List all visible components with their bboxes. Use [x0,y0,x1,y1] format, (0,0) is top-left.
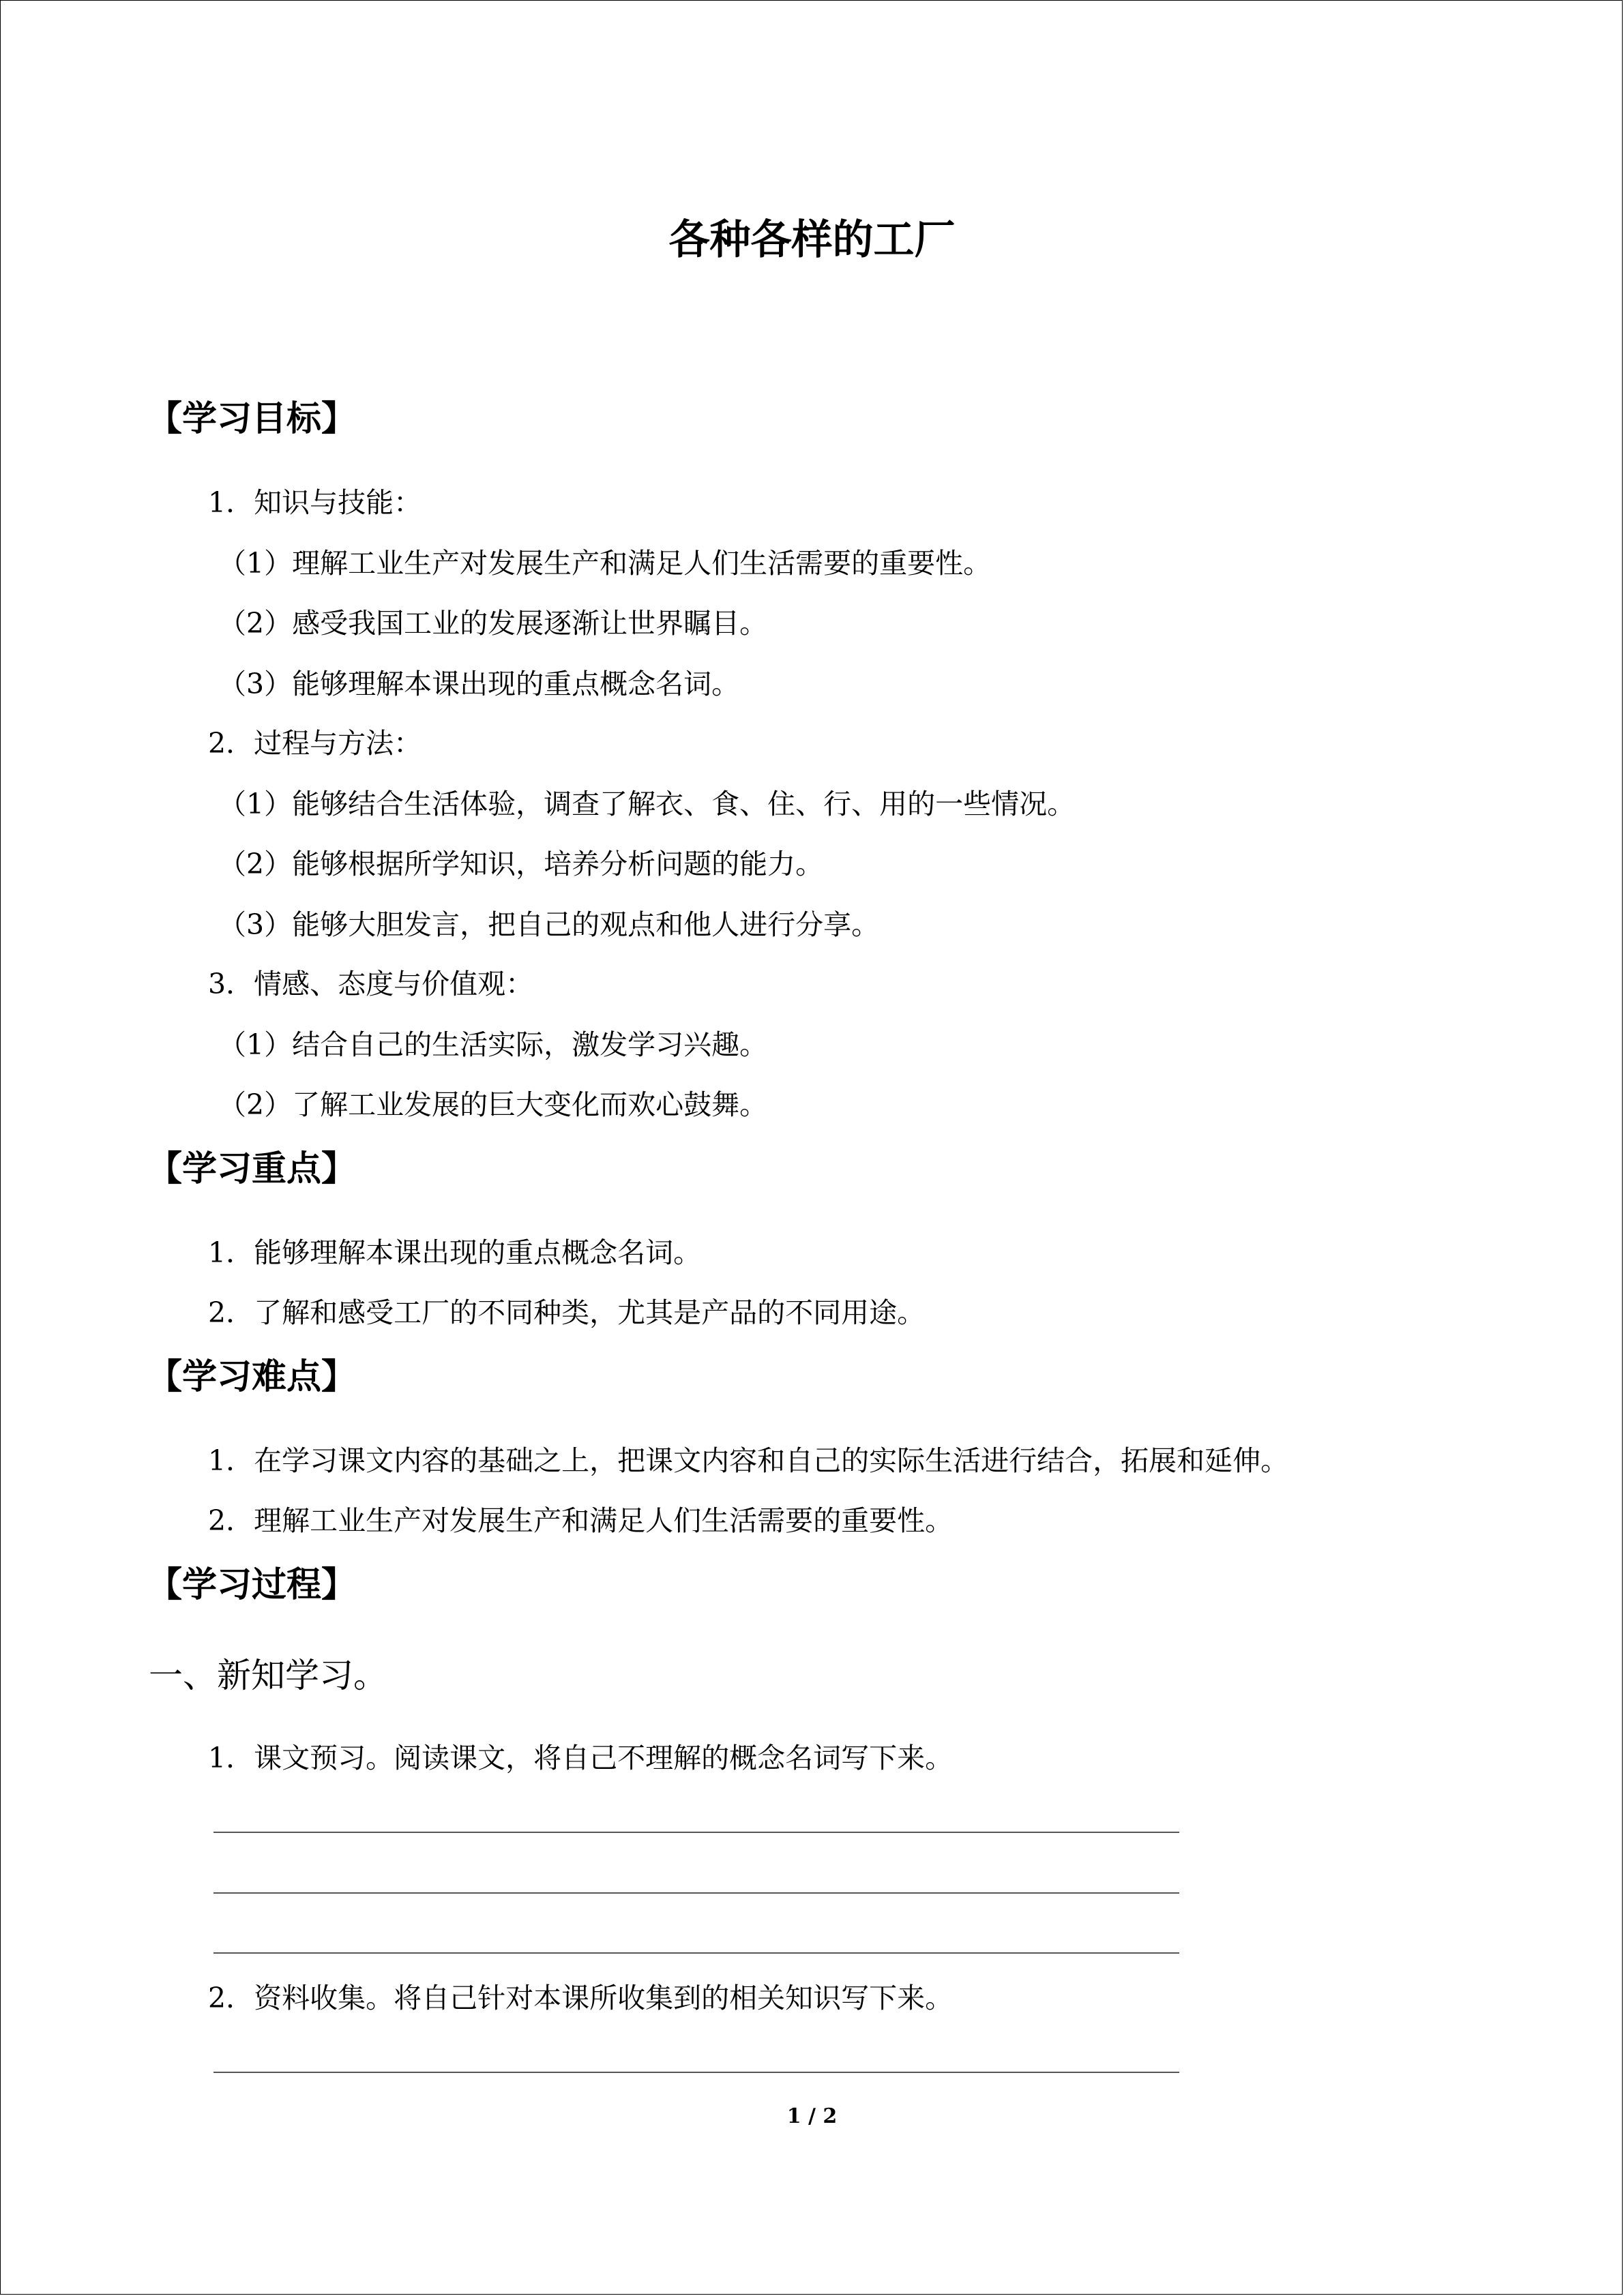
objective-item: （2）能够根据所学知识，培养分析问题的能力。 [218,848,824,880]
answer-line[interactable] [213,1952,1179,1954]
heading-key-points: 【学习重点】 [147,1149,357,1189]
key-point-item: 1．能够理解本课出现的重点概念名词。 [208,1236,702,1269]
objective-item: （2）感受我国工业的发展逐渐让世界瞩目。 [218,607,768,640]
heading-difficulties: 【学习难点】 [147,1357,357,1397]
objective-item: 1．知识与技能： [208,486,422,519]
objective-item: （1）理解工业生产对发展生产和满足人们生活需要的重要性。 [218,547,992,580]
objective-item: （1）结合自己的生活实际，激发学习兴趣。 [218,1028,768,1061]
objective-item: （3）能够大胆发言，把自己的观点和他人进行分享。 [218,908,880,941]
objective-item: 2．过程与方法： [208,727,422,760]
answer-line[interactable] [213,1832,1179,1833]
answer-line[interactable] [213,1892,1179,1894]
process-item: 1．课文预习。阅读课文，将自己不理解的概念名词写下来。 [208,1742,954,1774]
key-point-item: 2．了解和感受工厂的不同种类，尤其是产品的不同用途。 [208,1296,926,1329]
objective-item: （3）能够理解本课出现的重点概念名词。 [218,668,740,700]
heading-process: 【学习过程】 [147,1565,357,1605]
answer-line[interactable] [213,2072,1179,2073]
part-one-heading: 一、新知学习。 [149,1656,387,1695]
objective-item: （1）能够结合生活体验，调查了解衣、食、住、行、用的一些情况。 [218,788,1076,820]
difficulty-item: 1．在学习课文内容的基础之上，把课文内容和自己的实际生活进行结合，拓展和延伸。 [208,1444,1289,1477]
objective-item: （2）了解工业发展的巨大变化而欢心鼓舞。 [218,1088,768,1121]
page-title: 各种各样的工厂 [668,216,956,264]
process-item: 2．资料收集。将自己针对本课所收集到的相关知识写下来。 [208,1982,954,2014]
difficulty-item: 2．理解工业生产对发展生产和满足人们生活需要的重要性。 [208,1504,954,1537]
heading-objectives: 【学习目标】 [147,399,357,439]
page-number: 1 / 2 [786,2104,838,2128]
objective-item: 3．情感、态度与价值观： [208,968,534,1000]
